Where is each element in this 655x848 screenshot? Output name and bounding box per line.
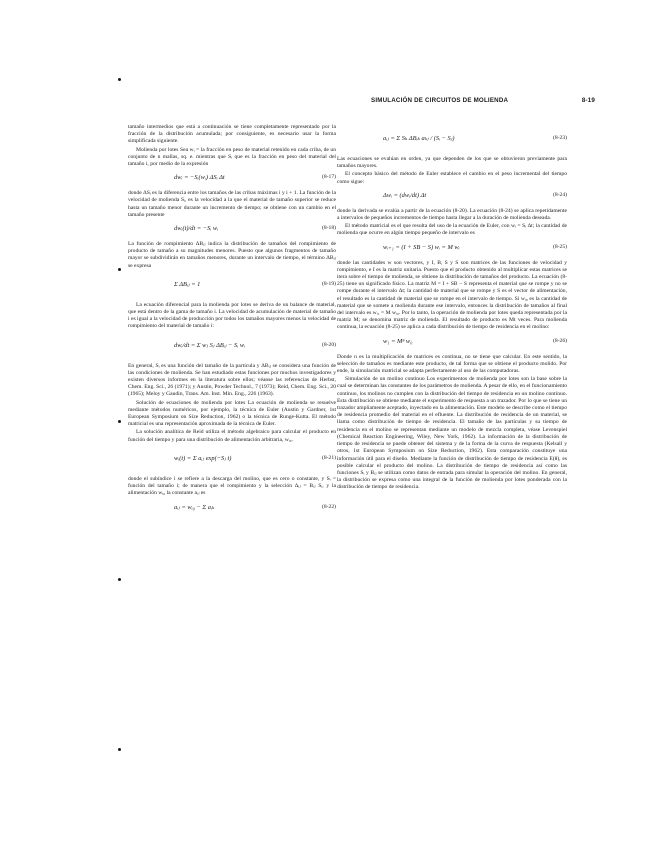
equation — [337, 189, 567, 205]
equation — [128, 334, 336, 360]
equation-expression: Δwᵢ = (dwᵢ/dt) Δt — [383, 191, 427, 199]
equation-expression: Σ ΔBᵢⱼ = 1 — [174, 280, 201, 288]
equation-expression: w₁ = Mⁿ w₀ — [383, 337, 413, 345]
margin-mark — [118, 78, 121, 81]
margin-mark — [118, 578, 121, 581]
equation-expression: aᵢⱼ = wᵢ₀ − Σ aᵢₖ — [174, 503, 215, 511]
right-column — [337, 124, 567, 493]
paragraph: La solución analítica de Reid utiliza el método algebraico para calcular el producto en función del tiempo y para una distribución de alimentación arbitraria, wᵢ₀. — [128, 429, 336, 443]
equation-expression: dwᵢ/dt = Σ wⱼ Sⱼ ΔBᵢⱼ − Sᵢ wᵢ — [174, 341, 246, 349]
paragraph: donde la derivada se evalúa a partir de la ecuación (8-20). La ecuación (8-24) se aplica repetidamente a intervalos de pequeños incrementos de tiempo hasta llegar a la duración de molienda deseada. — [337, 207, 567, 222]
equation-number: (8-26) — [553, 337, 567, 344]
equation-number: (8-22) — [322, 503, 336, 510]
paragraph: Simulación de un molino continuo Los experimentos de molienda por lotes son la base sobre la cual se determinan las constantes de los parámetros de molienda. A pesar de ello, en el funcionamiento continuo, los molinos no cumplen con la distribución del tiempo de residencia en un molino continuo. Esta distribución se obtiene mediante el experimento de respuesta a un trazador. Por lo que se tiene un trazador ampliamente aceptado, inyectado en la alimentación. Este modelo se describe como el tiempo de residencia promedio del material en el efluente. La distribución de residencia de un material, se llama como distribución de tiempo de residencia. El tamaño de las partículas y su tiempo de residencia en el molino se representan mediante un modelo de mezcla completa, véase Levenspiel (Chemical Reaction Engineering, Wiley, New York, 1962). La información de la distribución de tiempo de residencia se puede obtener del sistema y de la forma de la curva de respuesta (Kelsall y otros, 1st European Symposium on Size Reduction, 1962). Esta comparación constituye una información útil para el diseño. Mediante la función de distribución de tiempo de residencia E(θ), es posible calcular el producto del molino. La distribución de tiempo de residencia así como las funciones Sᵢ y Bᵢⱼ se utilizan como datos de entrada para simular la operación del molino. En general, la distribución se expresa como una integral de la función de molienda por lotes ponderada con la distribución de tiempo de residencia. — [337, 376, 567, 491]
paragraph: La función de rompimiento ΔBᵢⱼ indica la distribución de tamaños del rompimiento de producto de tamaño a su magnitudes menores. Puesto que algunos fragmentos de tamaño mayor se subdividirán en tamaños menores, durante un intervalo de tiempo, el término ΔBᵢⱼ se expresa — [128, 241, 336, 269]
paragraph: En general, Sᵢ es una función del tamaño de la partícula y ΔBᵢⱼ se considera una función de las condiciones de molienda. Se han estudiado estas funciones por muchos investigadores y existen diversos informes en la literatura sobre ellos; véanse las referencias de Herbst, Chem. Eng. Sci., 26 (1971); y Austin, Powder Technol., 7 (1973); Reid, Chem. Eng. Sci., 20 (1965); Meloy y Gaudin, Trans. Am. Inst. Min. Eng., 226 (1963). — [128, 362, 336, 398]
equation-expression: dwᵢ = −Sᵢ(wᵢ) ΔSᵢ Δt — [174, 174, 225, 182]
margin-mark — [118, 268, 121, 271]
equation — [128, 447, 336, 473]
equation — [337, 241, 567, 257]
margin-mark — [118, 748, 121, 751]
equation-number: (8-18) — [322, 225, 336, 232]
paragraph: El método matricial es el que resulta del uso de la ecuación de Euler, con wᵢ = Sᵢ Δt; la cantidad de molienda que ocurre en algún tiempo pequeño de intervalo es — [337, 223, 567, 237]
equation — [128, 273, 336, 299]
equation-number: (8-20) — [322, 341, 336, 348]
paragraph: La ecuación diferencial para la molienda por lotes se deriva de un balance de material, que está dentro de la gama de tamaño i. La velocidad de acumulación de material de tamaño i es igual a la velocidad de producción por todos los tamaños mayores menos la velocidad de rompimiento del material de tamaño i: — [128, 301, 336, 330]
equation — [128, 501, 336, 517]
equation-expression: wᵢ(t) = Σ aᵢⱼ exp(−Sⱼ t) — [174, 454, 232, 462]
paragraph: tamaño intermedios que está a continuación se tiene completamente representado por la fracción de la distribución acumulada; por consiguiente, es necesario usar la forma simplificada siguiente. — [128, 124, 336, 145]
equation — [128, 171, 336, 187]
equation-number: (8-17) — [322, 174, 336, 181]
paragraph: El concepto básico del método de Euler establece el cambio en el peso incremental del tiempo como sigue: — [337, 171, 567, 185]
equation-expression: wᵢ₊₁ = (I + SB − S) wᵢ = M wᵢ — [383, 243, 460, 251]
left-column — [128, 124, 336, 520]
paragraph: Molienda por lotes Sea wᵢ = la fracción en peso de material retenido en cada criba, de un conjunto de n mallas, sq. e. mientras que Sᵢ que es la fracción en peso del material del tamaño i, por medio de la expresión — [128, 146, 336, 168]
paragraph: donde ΔSᵢ es la diferencia entre los tamaños de las cribas máximas i y i + 1. La función de la velocidad de molienda Sᵢ, es la velocidad a la que el material de tamaño superior se reduce hasta un tamaño menor durante un incremento de tiempo; se obtiene con un cambio en el tamaño presente — [128, 190, 336, 218]
margin-mark — [118, 420, 121, 423]
equation-expression: dwᵢ(t)/dt = −Sᵢ wᵢ — [174, 225, 219, 233]
equation — [128, 222, 336, 238]
equation-expression: aᵢⱼ = Σ Sₖ ΔBᵢₖ aₖⱼ / (Sᵢ − Sⱼ) — [383, 135, 455, 142]
running-header — [371, 97, 595, 107]
equation-number: (8-21) — [322, 454, 336, 461]
equation-number: (8-23) — [553, 135, 567, 141]
equation — [337, 335, 567, 351]
paragraph: Donde n es la multiplicación de matrices es continua, no se tiene que calcular. En este sentido, la selección de tamaños es mediante este producto, de tal forma que se obtiene el producto molido. Por ende, la simulación matricial se adapta perfectamente al uso de las computadoras. — [337, 353, 567, 375]
equation-number: (8-24) — [553, 191, 567, 198]
paragraph: donde el subíndice i se refiere a la descarga del molino, que es cero o constante, y Sᵢ = función del tamaño i; de manera que el rompimiento y la selección Δᵢⱼ = Bᵢⱼ Sᵢ, y la alimentación wᵢ₀ la constante aᵢⱼ es — [128, 475, 336, 497]
paragraph: Las ecuaciones se evalúan en orden, ya que dependen de los que se obtuvieron previamente para tamaños mayores. — [337, 156, 567, 170]
page-number: 8-19 — [581, 97, 595, 104]
equation — [337, 127, 567, 153]
equation-number: (8-19) — [322, 280, 336, 287]
paragraph: donde las cantidades w son vectores, y I, B, S y S son matrices de las funciones de velocidad y rompimiento, e I es la matriz unitaria. Puesto que el producto obtenido al multiplicar estas matrices se itera sobre el tiempo de molienda, se obtiene la distribución de tamaños del producto. La ecuación (8-25) tiene un significado físico. La matriz M = I + SB − S representa el material que se rompe y no se rompe durante el intervalo Δt; la cantidad de material que se rompe y S es el vector de alimentación, el resultado es la cantidad de material que se rompe en el intervalo de tiempo. Si wᵢ₀ es la cantidad de material que se somete a molienda durante ese intervalo, entonces la distribución de tamaños al final del intervalo es wᵢ₁ = M wᵢ₀. Por lo tanto, la operación de molienda por lotes queda representada por la matriz M; se denomina matriz de molienda. El resultado de producto es Mt veces. Para molienda continua, la ecuación (8-25) se aplica a cada distribución de tiempo de residencia en el molino: — [337, 259, 567, 331]
equation-number: (8-25) — [553, 243, 567, 250]
paragraph: Solución de ecuaciones de molienda por lotes La ecuación de molienda se resuelve mediante métodos numéricos, por ejemplo, la técnica de Euler (Austin y Gardner, 1st European Symposium on Size Reduction, 1962) o la técnica de Runge-Kutta. El método matricial es una representación aproximada de la técnica de Euler. — [128, 399, 336, 428]
running-title: SIMULACIÓN DE CIRCUITOS DE MOLIENDA — [371, 97, 509, 104]
